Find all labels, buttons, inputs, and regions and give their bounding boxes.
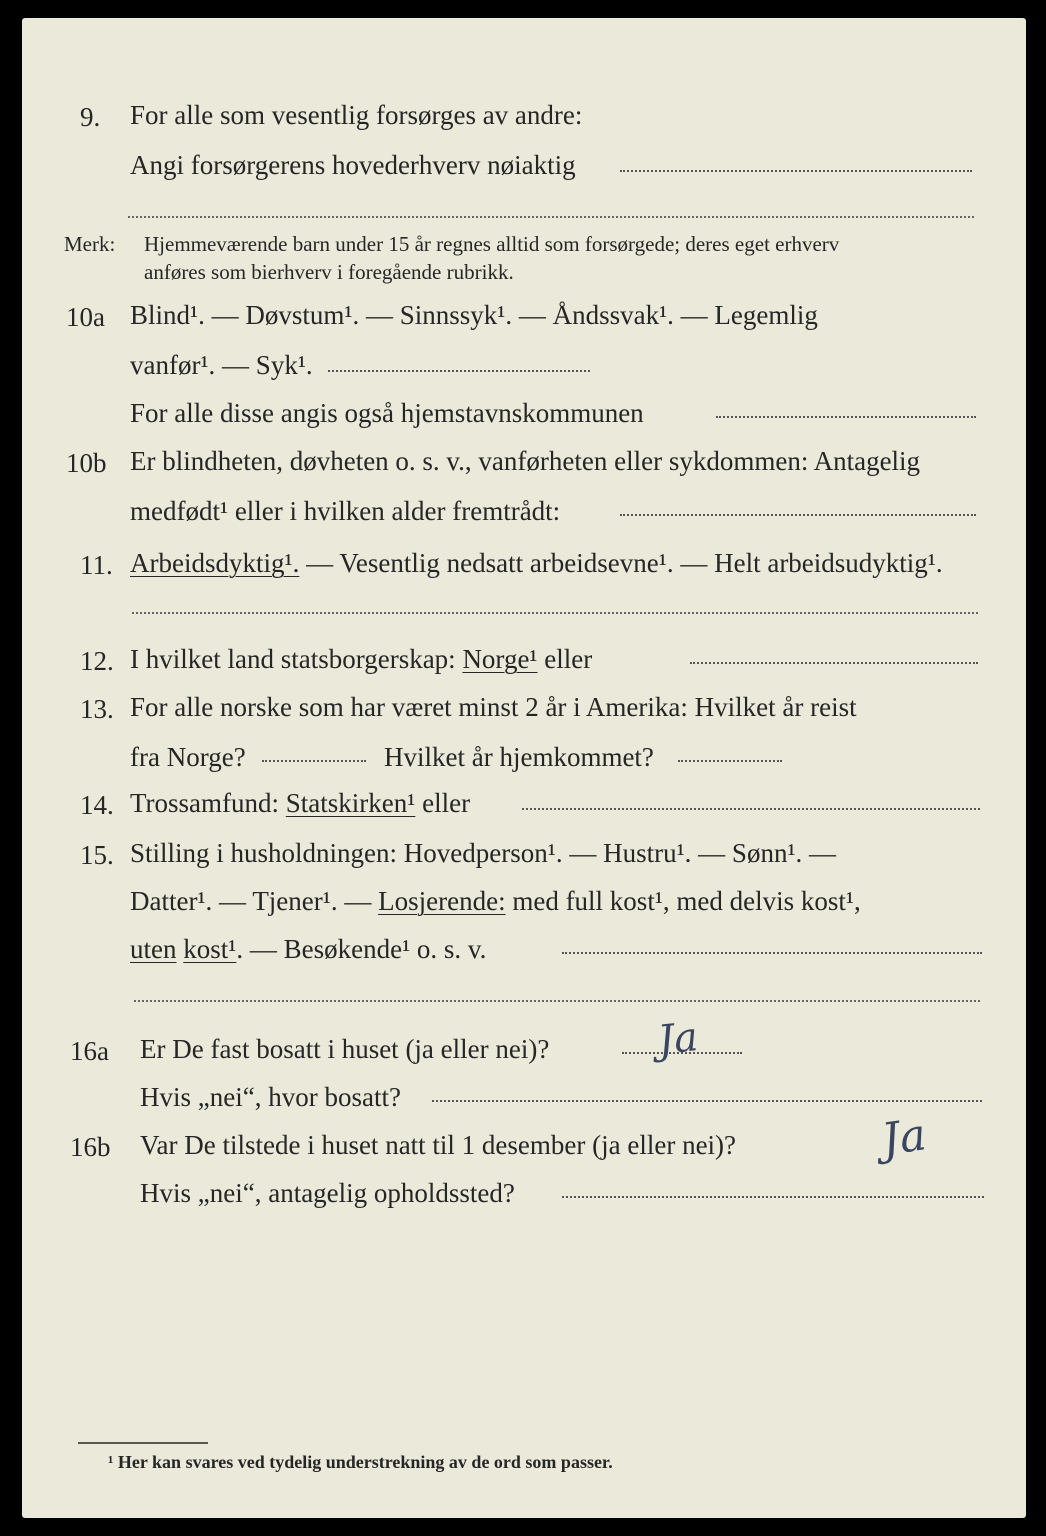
question-number-13: 13. [80,694,114,724]
q11-selected-option[interactable]: Arbeidsdyktig¹. [130,548,300,578]
q13-text-line2b: Hvilket år hjemkommet? [384,742,654,772]
q10a-text-line2: vanfør¹. — Syk¹. [130,350,313,380]
q13-year-returned-field[interactable] [678,760,782,762]
q10b-text-line2: medfødt¹ eller i hvilken alder fremtrådt: [130,496,561,526]
q15-selected-kost[interactable]: kost¹ [183,934,237,964]
q15-selected-uten[interactable]: uten [130,934,177,964]
q10a-text-line1: Blind¹. — Døvstum¹. — Sinnssyk¹. — Åndssvak¹. — Legemlig [130,300,818,330]
q14-selected-option[interactable]: Statskirken¹ [285,788,416,818]
q13-text-line1: For alle norske som har været minst 2 år i Amerika: Hvilket år reist [130,692,857,722]
q15-text-line1: Stilling i husholdningen: Hovedperson¹. — Hustru¹. — Sønn¹. — [130,838,837,868]
q10a-home-municipality-field[interactable] [716,416,976,418]
note-text-line2: anføres som bierhverv i foregående rubrikk. [144,260,514,284]
q16a-text-line1: Er De fast bosatt i huset (ja eller nei)? [140,1034,550,1064]
question-number-10b: 10b [66,448,107,478]
q9-text-line1: For alle som vesentlig forsørges av andre: [130,100,583,130]
q12-selected-option[interactable]: Norge¹ [462,644,538,674]
footnote-text: ¹ Her kan svares ved tydelig understrekning av de ord som passer. [108,1452,613,1472]
note-label: Merk: [64,232,116,256]
q10b-answer-field[interactable] [620,514,976,516]
q9-answer-field[interactable] [620,170,972,172]
q13-text-line2a: fra Norge? [130,742,246,772]
census-form-page [22,18,1026,1518]
q9-text-line2: Angi forsørgerens hovederhverv nøiaktig [130,150,576,180]
question-number-14: 14. [80,790,114,820]
q10b-text-line1: Er blindheten, døvheten o. s. v., vanførheten eller sykdommen: Antagelig [130,446,921,476]
q15-text-line3: uten kost¹. — Besøkende¹ o. s. v. [130,934,487,964]
q15-text-line2: Datter¹. — Tjener¹. — Losjerende: med full kost¹, med delvis kost¹, [130,886,861,916]
q15-answer-field[interactable] [562,952,982,954]
q11-other-options[interactable]: — Vesentlig nedsatt arbeidsevne¹. — Helt arbeidsudyktig¹. [299,548,943,578]
footnote-separator [78,1442,208,1444]
question-number-9: 9. [80,102,101,132]
question-number-16a: 16a [70,1036,109,1066]
question-number-15: 15. [80,840,114,870]
q16a-handwritten-answer: Ja [655,1014,701,1064]
question-number-12: 12. [80,646,114,676]
q16b-text-line2: Hvis „nei“, antagelig opholdssted? [140,1178,515,1208]
q14-answer-field[interactable] [522,808,980,810]
q10a-text-line3: For alle disse angis også hjemstavnskommunen [130,398,644,428]
q16a-residence-field[interactable] [432,1100,982,1102]
q15-answer-line[interactable] [134,1000,980,1002]
q13-year-left-field[interactable] [262,760,366,762]
q10a-answer-field[interactable] [328,370,590,372]
q11-text [130,548,943,579]
q11-answer-line[interactable] [132,612,978,614]
q14-text: Trossamfund: Statskirken¹ eller [130,788,471,818]
q16b-whereabouts-field[interactable] [562,1196,984,1198]
q16a-text-line2: Hvis „nei“, hvor bosatt? [140,1082,401,1112]
q9-answer-line[interactable] [128,216,974,218]
q16b-handwritten-answer: Ja [878,1109,930,1166]
q12-text: I hvilket land statsborgerskap: Norge¹ eller [130,644,593,674]
question-number-10a: 10a [66,302,105,332]
question-number-16b: 16b [70,1132,111,1162]
note-text-line1: Hjemmeværende barn under 15 år regnes alltid som forsørgede; deres eget erhverv [144,232,840,256]
q15-selected-option[interactable]: Losjerende: [378,886,506,916]
q16b-text-line1: Var De tilstede i huset natt til 1 desember (ja eller nei)? [140,1130,737,1160]
question-number-11: 11. [80,550,113,580]
q12-answer-field[interactable] [690,662,978,664]
